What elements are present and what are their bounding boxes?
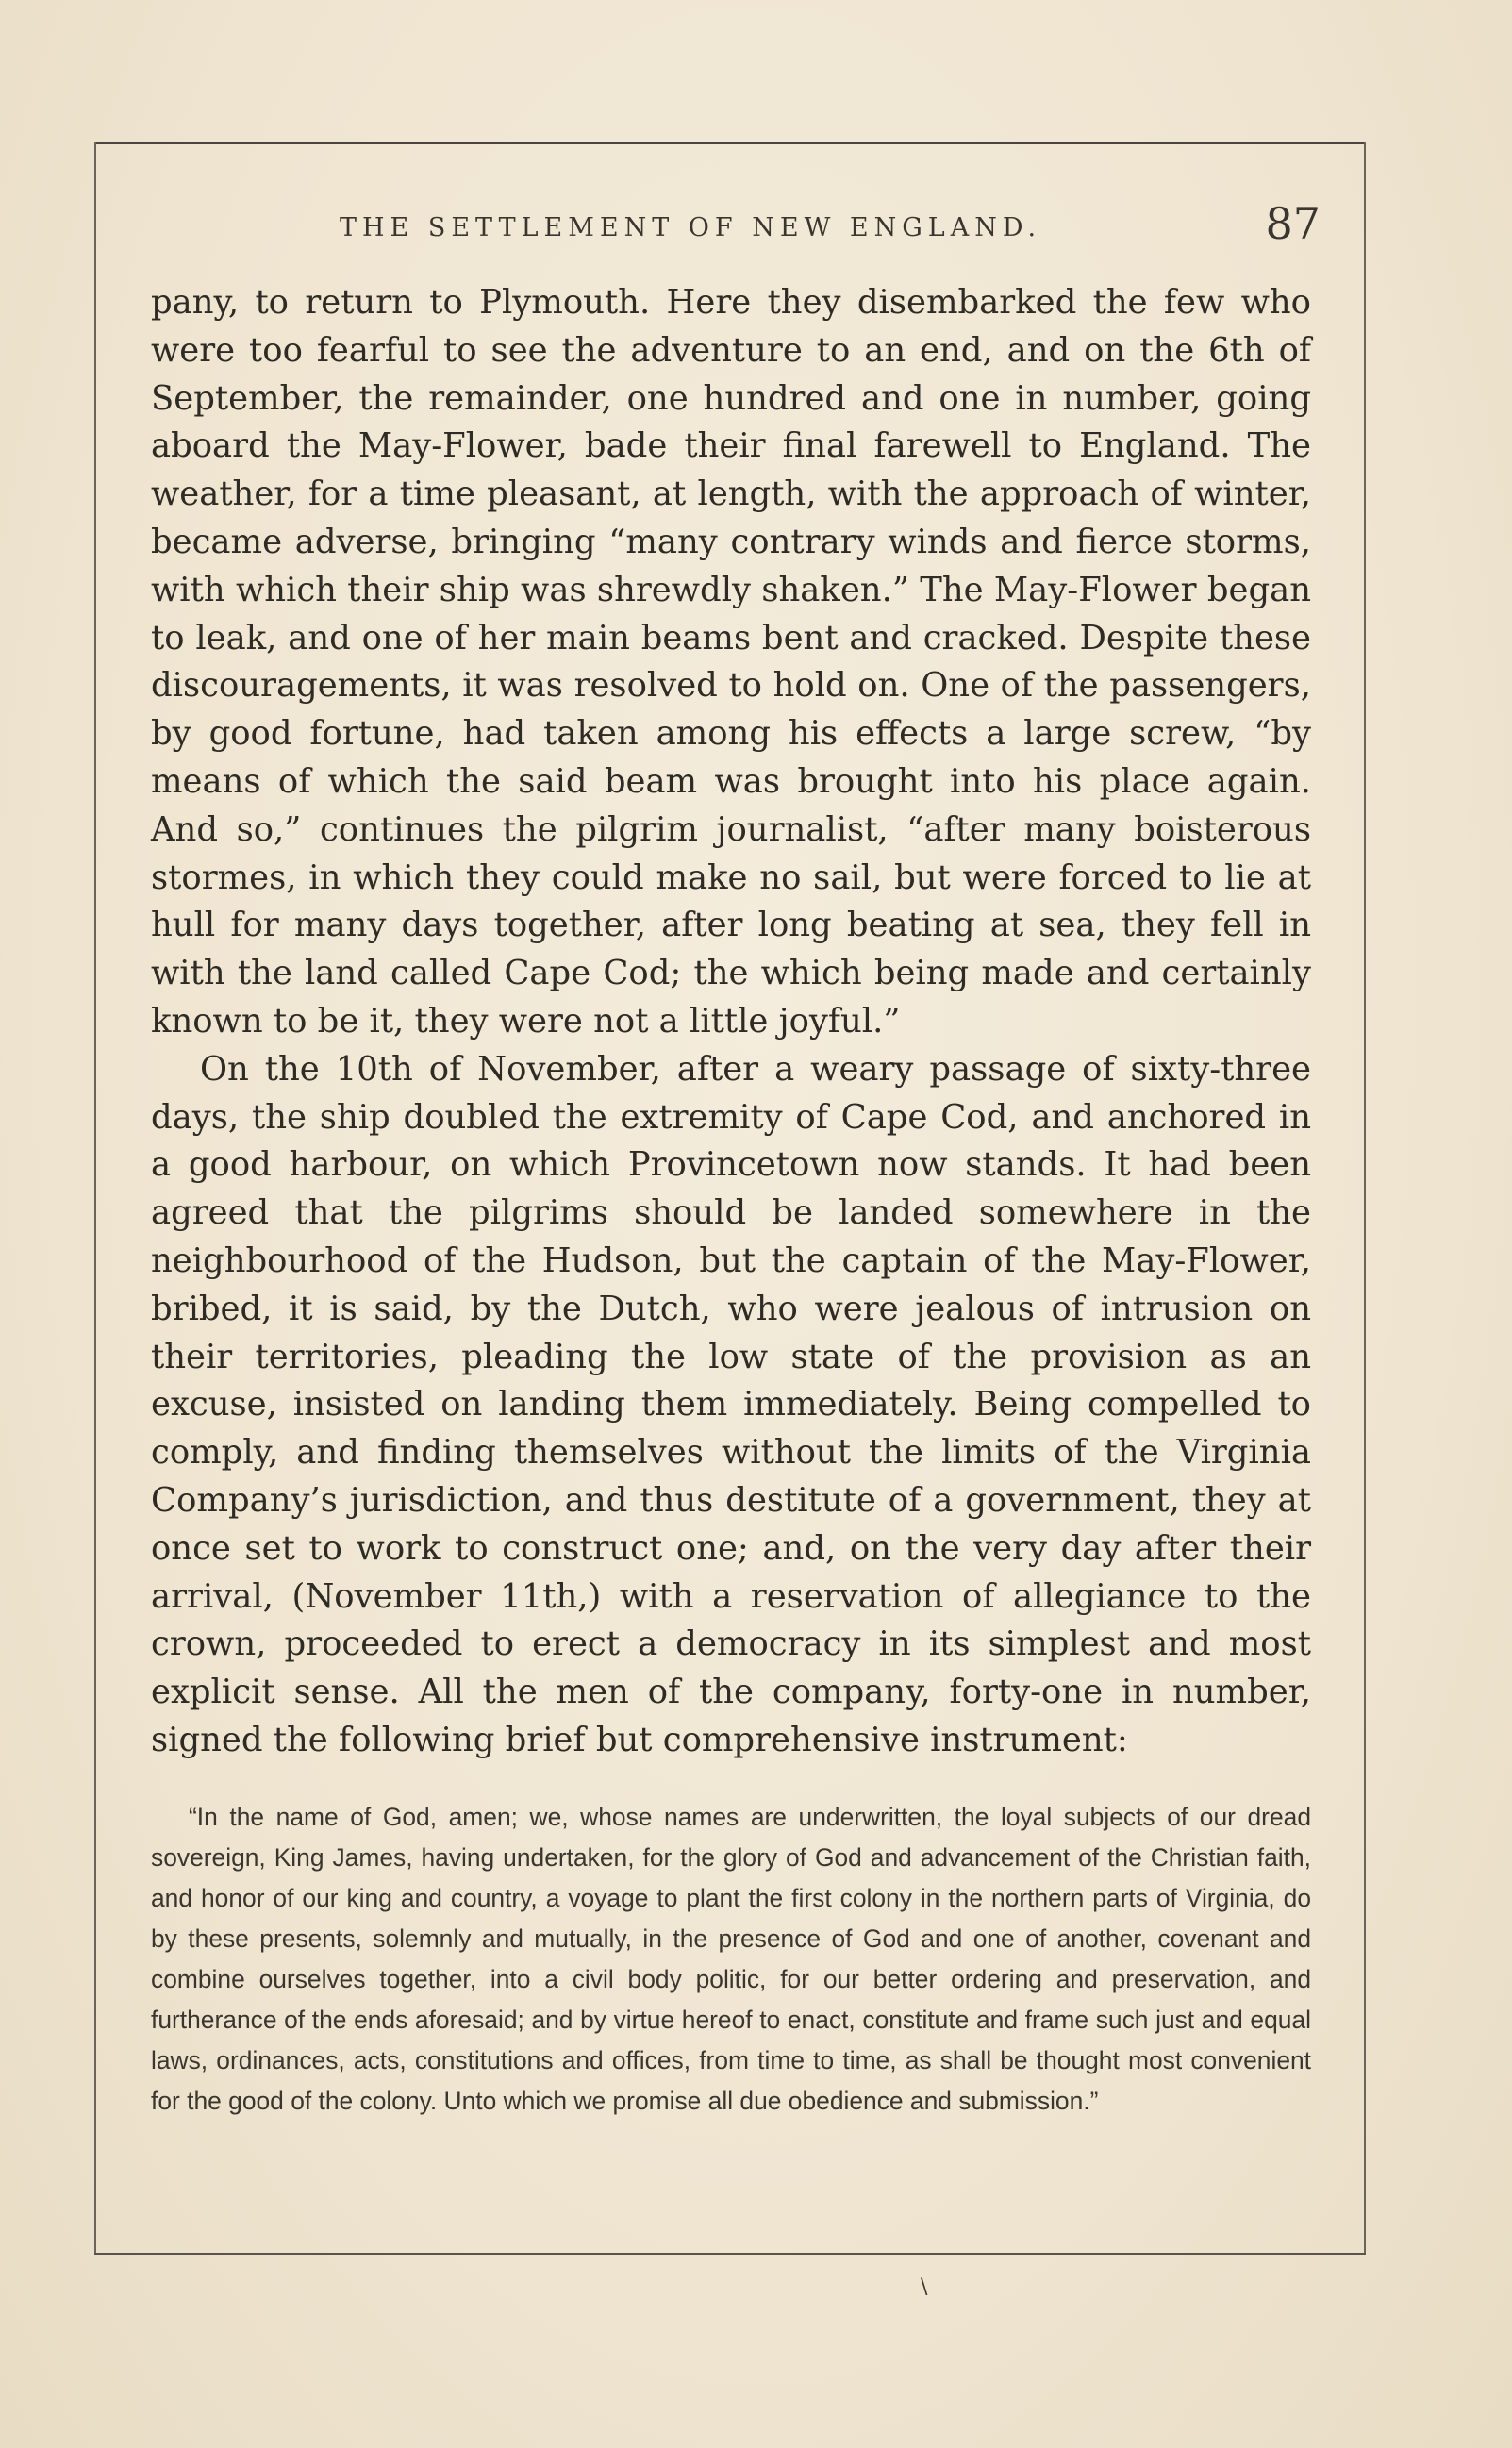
paragraph-2: On the 10th of November, after a weary passage of sixty-three days, the ship doubled the extremity of Cape Cod, and anchored in a good harbour, on which Provincetown now stands. It had been agreed that the pilgrims should be landed somewhere in the neighbourhood of the Hudson, but the captain of the May-Flower, bribed, it is said, by the Dutch, who were jealous of intrusion on their territories, pleading the low state of the provision as an excuse, insisted on landing them immediately. Being compelled to comply, and finding themselves without the limits of the Virginia Company’s jurisdiction, and thus destitute of a government, they at once set to work to construct one; and, on the very day after their arrival, (November 11th,) with a reservation of allegiance to the crown, proceeded to erect a democracy in its simplest and most explicit sense. All the men of the company, forty-one in number, signed the following brief but comprehensive instrument: bbox=[151, 1049, 1311, 1759]
body-text bbox=[151, 279, 1311, 1765]
top-border-rule bbox=[94, 142, 1366, 144]
page-header bbox=[151, 198, 1321, 264]
page-number: 87 bbox=[1265, 198, 1321, 249]
running-head: THE SETTLEMENT OF NEW ENGLAND. bbox=[340, 213, 1042, 242]
bottom-border-rule bbox=[94, 2253, 1366, 2255]
right-border-rule bbox=[1364, 142, 1366, 2255]
paragraph-1: pany, to return to Plymouth. Here they disembarked the few who were too fearful to see the adventure to an end, and on the 6th of September, the remainder, one hundred and one in number, going aboard the May-Flower, bade their final farewell to England. The weather, for a time pleasant, at length, with the approach of winter, became adverse, bringing “many contrary winds and fierce storms, with which their ship was shrewdly shaken.” The May-Flower began to leak, and one of her main beams bent and cracked. Despite these discouragements, it was resolved to hold on. One of the passengers, by good fortune, had taken among his effects a large screw, “by means of which the said beam was brought into his place again. And so,” continues the pilgrim journalist, “after many boisterous stormes, in which they could make no sail, but were forced to lie at hull for many days together, after long beating at sea, they fell in with the land called Cape Cod; the which being made and certainly known to be it, they were not a little joyful.” bbox=[151, 283, 1311, 1041]
mayflower-compact-quote: “In the name of God, amen; we, whose names are underwritten, the loyal subjects of our dread sovereign, King James, having undertaken, for the glory of God and advancement of the Christian faith, and honor of our king and country, a voyage to plant the first colony in the northern parts of Virginia, do by these presents, solemnly and mutually, in the presence of God and one of another, covenant and combine ourselves together, into a civil body politic, for our better ordering and preservation, and furtherance of the ends aforesaid; and by virtue hereof to enact, constitute and frame such just and equal laws, ordinances, acts, constitutions and offices, from time to time, as shall be thought most convenient for the good of the colony. Unto which we promise all due obedience and submission.” bbox=[151, 1803, 1311, 2115]
printer-mark: \ bbox=[921, 2275, 928, 2299]
left-border-rule bbox=[94, 142, 96, 2255]
